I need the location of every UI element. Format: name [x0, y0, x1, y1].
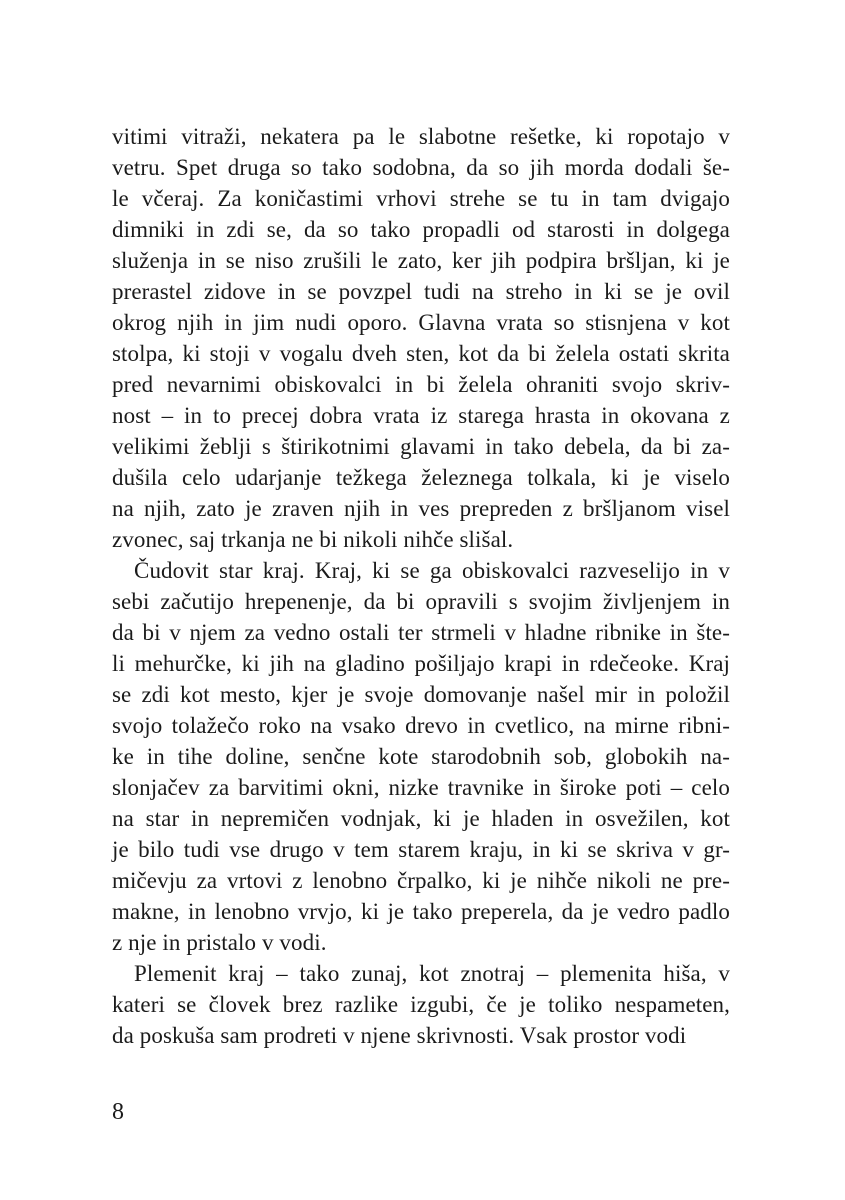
text-line: zvonec, saj trkanja ne bi nikoli nihče slišal. [112, 527, 514, 552]
text-line: prerastel zidove in se povzpel tudi na streho in ki se je ovil [112, 279, 730, 304]
text-line: se zdi kot mesto, kjer je svoje domovanje našel mir in položil [112, 682, 730, 707]
text-line: slonjačev za barvitimi okni, nizke travnike in široke poti – celo [112, 775, 730, 800]
text-line: li mehurčke, ki jih na gladino pošiljajo krapi in rdečeoke. Kraj [112, 651, 730, 676]
text-line: vetru. Spet druga so tako sodobna, da so jih morda dodali še- [112, 155, 730, 180]
text-line: da bi v njem za vedno ostali ter strmeli v hladne ribnike in šte- [112, 620, 730, 645]
paragraph [112, 121, 730, 555]
text-line: Plemenit kraj – tako zunaj, kot znotraj – plemenita hiša, v [134, 961, 730, 986]
text-line: Čudovit star kraj. Kraj, ki se ga obiskovalci razveselijo in v [134, 558, 730, 583]
text-line: z nje in pristalo v vodi. [112, 930, 327, 955]
text-line: svojo tolažečo roko na vsako drevo in cvetlico, na mirne ribni- [112, 713, 730, 738]
text-line: služenja in se niso zrušili le zato, ker jih podpira bršljan, ki je [112, 248, 730, 273]
text-line: stolpa, ki stoji v vogalu dveh sten, kot da bi želela ostati skrita [112, 341, 730, 366]
text-block [112, 121, 730, 1051]
text-line: dimniki in zdi se, da so tako propadli od starosti in dolgega [112, 217, 730, 242]
text-line: vitimi vitraži, nekatera pa le slabotne rešetke, ki ropotajo v [112, 124, 730, 149]
text-line: pred nevarnimi obiskovalci in bi želela ohraniti svojo skriv- [112, 372, 730, 397]
text-line: nost – in to precej dobra vrata iz starega hrasta in okovana z [112, 403, 730, 428]
text-line: je bilo tudi vse drugo v tem starem kraju, in ki se skriva v gr- [112, 837, 730, 862]
text-line: da poskuša sam prodreti v njene skrivnosti. Vsak prostor vodi [112, 1023, 687, 1048]
text-line: makne, in lenobno vrvjo, ki je tako preperela, da je vedro padlo [112, 899, 730, 924]
page-number: 8 [112, 1099, 124, 1125]
text-line: velikimi žeblji s štirikotnimi glavami in tako debela, da bi za- [112, 434, 730, 459]
text-line: mičevju za vrtovi z lenobno črpalko, ki je nihče nikoli ne pre- [112, 868, 730, 893]
text-line: le včeraj. Za koničastimi vrhovi strehe se tu in tam dvigajo [112, 186, 730, 211]
text-line: na njih, zato je zraven njih in ves prepreden z bršljanom visel [112, 496, 730, 521]
text-line: kateri se človek brez razlike izgubi, če je toliko nespameten, [112, 992, 730, 1017]
text-line: na star in nepremičen vodnjak, ki je hladen in osvežilen, kot [112, 806, 730, 831]
text-line: dušila celo udarjanje težkega železnega tolkala, ki je viselo [112, 465, 730, 490]
text-line: okrog njih in jim nudi oporo. Glavna vrata so stisnjena v kot [112, 310, 730, 335]
paragraph [112, 555, 730, 958]
paragraph [112, 958, 730, 1051]
text-line: sebi začutijo hrepenenje, da bi opravili s svojim življenjem in [112, 589, 730, 614]
text-line: ke in tihe doline, senčne kote starodobnih sob, globokih na- [112, 744, 730, 769]
